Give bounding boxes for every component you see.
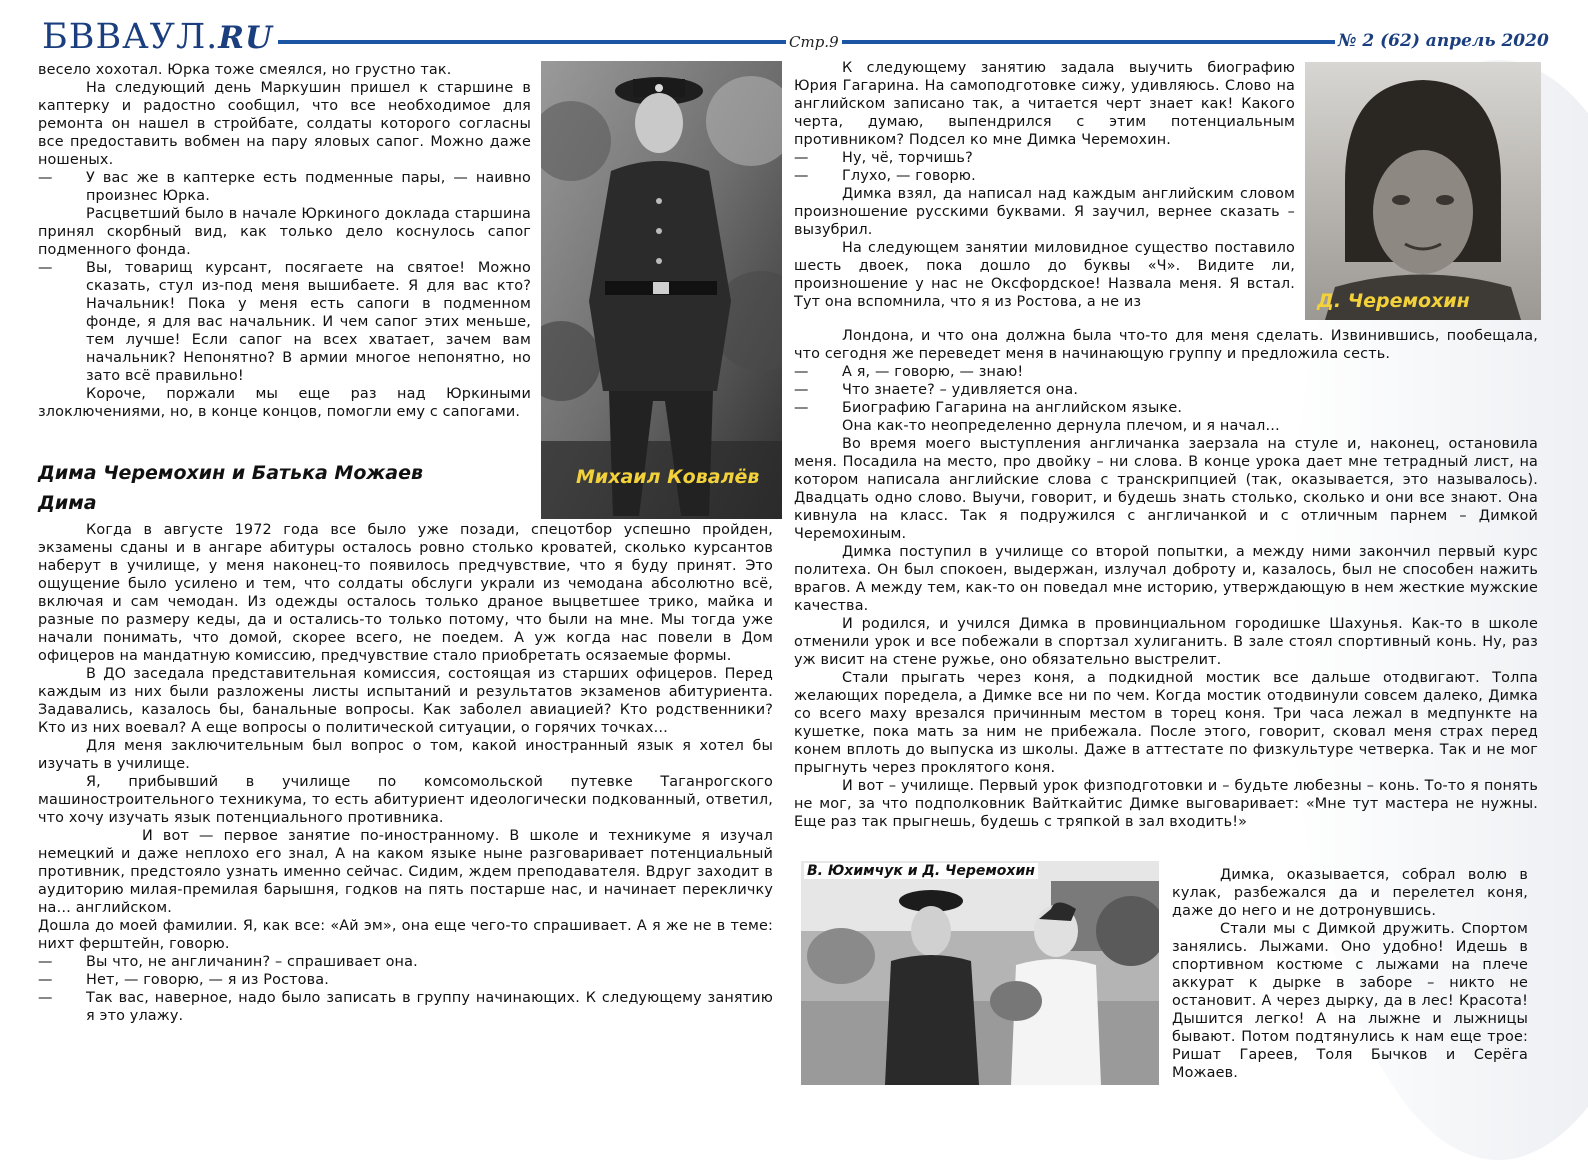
group-photo-icon <box>801 861 1159 1085</box>
photo-kovalev <box>541 61 782 519</box>
paragraph: Во время моего выступления англичанка заерзала на стуле и, наконец, остановила меня. Посадила на место, про двойку – ни слова. В конце урока дает мне тетрадный лист, на котором написала английские слова с транскрипцией (так, оказывается, это называлось). Двадцать одно слово. Выучи, говорит, и будешь знать столько, сколько и они все знают. Она кивнула на класс. Так я подружился с англичанкой и с отличным парнем – Димкой Черемохиным. <box>794 436 1538 542</box>
paragraph <box>38 971 773 989</box>
paragraph <box>38 169 531 205</box>
dialogue-text: Нет, — говорю, — я из Ростова. <box>86 972 329 988</box>
paragraph: И родился, и учился Димка в провинциальном городишке Шахунья. Как-то в школе отменили урок и все побежали в спортзал хулиганить. В зале стоял спортивный конь. Ну, раз уж висит на стене ружье, оно обязательно выстрелит. <box>794 616 1538 668</box>
paragraph <box>794 167 1295 185</box>
paragraph: На следующий день Маркушин пришел к старшине в каптерку и радостно сообщил, что все необходимое для ремонта он нашел в стройбате, солдаты которого согласны все предоставить вобмен на пару яловых сапог. Можно даже ношеных. <box>38 80 531 168</box>
dialogue-text: Что знаете? – удивляется она. <box>842 382 1079 398</box>
paragraph <box>794 363 1538 381</box>
issue-number: № 2 (62) апрель 2020 <box>1338 31 1549 51</box>
dialogue-text: Биографию Гагарина на английском языке. <box>842 400 1183 416</box>
dialogue-text: Глухо, — говорю. <box>842 168 976 184</box>
paragraph <box>38 953 773 971</box>
paragraph <box>38 259 531 385</box>
dialogue-dash: — <box>794 168 809 184</box>
article-right-bottom <box>1172 866 1528 1082</box>
dialogue-dash: — <box>794 382 809 398</box>
header-rule-left <box>278 40 786 44</box>
portrait-photo-icon <box>541 61 782 519</box>
paragraph <box>794 381 1538 399</box>
dialogue-text: Вы, товарищ курсант, посягаете на святое! Можно сказать, стул из-под меня вышибаете. Я для вас кто? Начальник! Пока у меня есть сапоги в подменном фонде, я для вас начальник. И чем сапог этих меньше, тем лучше! Если сапог на всех хватает, зачем вам начальник? Непонятно? В армии многое непонятно, но зато всё правильно! <box>86 260 531 384</box>
article-left-bottom <box>38 521 773 1025</box>
paragraph: Стали мы с Димкой дружить. Спортом занялись. Лыжами. Оно удобно! Идешь в спортивном костюме с лыжами на плече аккурат к дырке в заборе – никто не остановит. А через дырку, да в лес! Красота! Дышится легко! А на лыжне и лыжницы бывают. Потом подтянулись к нам еще трое: Ришат Гареев, Толя Бычков и Серёга Можаев. <box>1172 921 1528 1081</box>
dialogue-dash: — <box>38 972 53 988</box>
article-left-top <box>38 61 531 421</box>
paragraph: Расцветший было в начале Юркиного доклада старшина принял скорбный вид, как только дело коснулось сапог подменного фонда. <box>38 206 531 258</box>
portrait-photo-icon <box>1305 62 1541 320</box>
paragraph: Стали прыгать через коня, а подкидной мостик все дальше отодвигают. Толпа желающих поредела, а Димке все ни по чем. Когда мостик отодвинули совсем далеко, Димка со всего маху врезался причинным местом в торец коня. Три часа лежал в медпункте на кушетке, пока мать за ним не прибежала. После этого, говорит, сковал меня страх перед конем вплоть до выпуска из школы. Даже в аттестате по физкультуре четверка. Так и не мог прыгнуть через проклятого коня. <box>794 670 1538 776</box>
sub-heading: Дима <box>38 492 97 514</box>
paragraph: весело хохотал. Юрка тоже смеялся, но грустно так. <box>38 62 452 78</box>
dialogue-text: Так вас, наверное, надо было записать в группу начинающих. К следующему занятию я это улажу. <box>86 990 773 1024</box>
paragraph: Димка поступил в училище со второй попытки, а между ними закончил первый курс политеха. Он был спокоен, выдержан, излучал доброту и, казалось, был не способен нажить врагов. А между тем, как-то он поведал мне историю, утверждающую в нем жесткие мужские качества. <box>794 544 1538 614</box>
paragraph: И вот — первое занятие по-иностранному. В школе и техникуме я изучал немецкий и даже неплохо его знал, А на каком языке ныне разговаривает потенциальный противник, предстояло узнать именно сейчас. Сидим, ждем преподавателя. Вдруг заходит в аудиторию милая-премилая барышня, годков на пять постарше нас, и начинает перекличку на… английском. <box>38 828 773 916</box>
paragraph: Для меня заключительным был вопрос о том, какой иностранный язык я хотел бы изучать в училище. <box>38 738 773 772</box>
paragraph: К следующему занятию задала выучить биографию Юрия Гагарина. На самоподготовке сижу, удивляюсь. Слово на английском записано так, а читается черт знает как! Какого черта, думаю, выпендрился с этим потенциальным противником? Подсел ко мне Димка Черемохин. <box>794 60 1295 148</box>
photo-cheremokhin <box>1305 62 1541 320</box>
paragraph: Лондона, и что она должна была что-то для меня сделать. Извинившись, пообещала, что сегодня же переведет меня в начинающую группу и предложила сесть. <box>794 328 1538 362</box>
paragraph: Она как-то неопределенно дернула плечом, и я начал… <box>842 418 1280 434</box>
dialogue-text: Ну, чё, торчишь? <box>842 150 973 166</box>
dialogue-text: А я, — говорю, — знаю! <box>842 364 1024 380</box>
dialogue-dash: — <box>794 150 809 166</box>
photo-caption-kovalev: Михаил Ковалёв <box>576 466 760 488</box>
header-rule-right <box>830 40 1335 44</box>
dialogue-text: Вы что, не англичанин? – спрашивает она. <box>86 954 418 970</box>
dialogue-dash: — <box>794 364 809 380</box>
site-logo: БВВАУЛ.RU <box>42 17 274 57</box>
paragraph: И вот – училище. Первый урок физподготовки и – будьте любезны – конь. То-то я понять не мог, за что подполковник Вайткайтис Димке выговаривает: «Мне тут мастера не нужны. Еще раз так прыгнешь, будешь с тряпкой в зал входить!» <box>794 778 1538 830</box>
photo-caption-pair: В. Юхимчук и Д. Черемохин <box>804 863 1038 879</box>
paragraph: Димка, оказывается, собрал волю в кулак, разбежался да и перелетел коня, даже до него и не дотронувшись. <box>1172 867 1528 919</box>
paragraph: Когда в августе 1972 года все было уже позади, спецотбор успешно пройден, экзамены сданы и в ангаре абитуры осталось ровно столько кроватей, сколько курсантов наберут в училище, у меня наконец-то появилось предчувствие, что я буду принят. Это ощущение было усилено и тем, что солдаты обслуги украли из чемодана абсолютно всё, включая и сам чемодан. Из одежды осталось только драное выцветшее трико, майка и разные по размеру кеды, да и остались-то только потому, что были на мне. Мы тогда уже начали понимать, что домой, скорее всего, не поедем. А уж когда нас повели в Дом офицеров на мандатную комиссию, предчувствие стало приобретать осязаемые формы. <box>38 522 773 664</box>
section-headings <box>38 458 531 518</box>
paragraph: Я, прибывший в училище по комсомольской путевке Таганрогского машиностроительного техникума, то есть абитуриент идеологически подкованный, ответил, что хочу изучать язык потенциального противника. <box>38 774 773 826</box>
paragraph: Димка взял, да написал над каждым английским словом произношение русскими буквами. Я заучил, вернее сказать – вызубрил. <box>794 186 1295 238</box>
paragraph <box>794 399 1538 417</box>
section-heading: Дима Черемохин и Батька Можаев <box>38 462 424 484</box>
dialogue-dash: — <box>38 260 53 276</box>
paragraph: В ДО заседала представительная комиссия, состоящая из старших офицеров. Перед каждым из них были разложены листы испытаний и результатов экзаменов абитуриента. Задавались, казалось бы, банальные вопросы. Как заболел авиацией? Кто родственники? Кто из них воевал? А еще вопросы о политической ситуации, о горячих точках… <box>38 666 773 736</box>
dialogue-dash: — <box>38 954 53 970</box>
dialogue-dash: — <box>38 990 53 1006</box>
photo-pair <box>801 861 1159 1085</box>
photo-caption-cheremokhin: Д. Черемохин <box>1317 290 1470 312</box>
dialogue-dash: — <box>794 400 809 416</box>
page-number: Стр.9 <box>786 33 842 51</box>
dialogue-text: У вас же в каптерке есть подменные пары, — наивно произнес Юрка. <box>86 170 531 204</box>
page-header <box>0 0 1588 62</box>
paragraph: На следующем занятии миловидное существо поставило шесть двоек, пока дошло до буквы «Ч». Видите ли, произношение у нас не Оксфордское! Назвала меня. Я встал. Тут она вспомнила, что я из Ростова, а не из <box>794 240 1295 310</box>
dialogue-dash: — <box>38 170 53 186</box>
article-right-top <box>794 59 1295 311</box>
paragraph <box>38 989 773 1025</box>
paragraph <box>794 149 1295 167</box>
paragraph: Короче, поржали мы еще раз над Юркиными злоключениями, но, в конце концов, помогли ему с сапогами. <box>38 386 531 420</box>
article-right-middle <box>794 327 1538 831</box>
paragraph: Дошла до моей фамилии. Я, как все: «Ай эм», она еще чего-то спрашивает. А я же не в теме: нихт ферштейн, говорю. <box>38 918 773 952</box>
